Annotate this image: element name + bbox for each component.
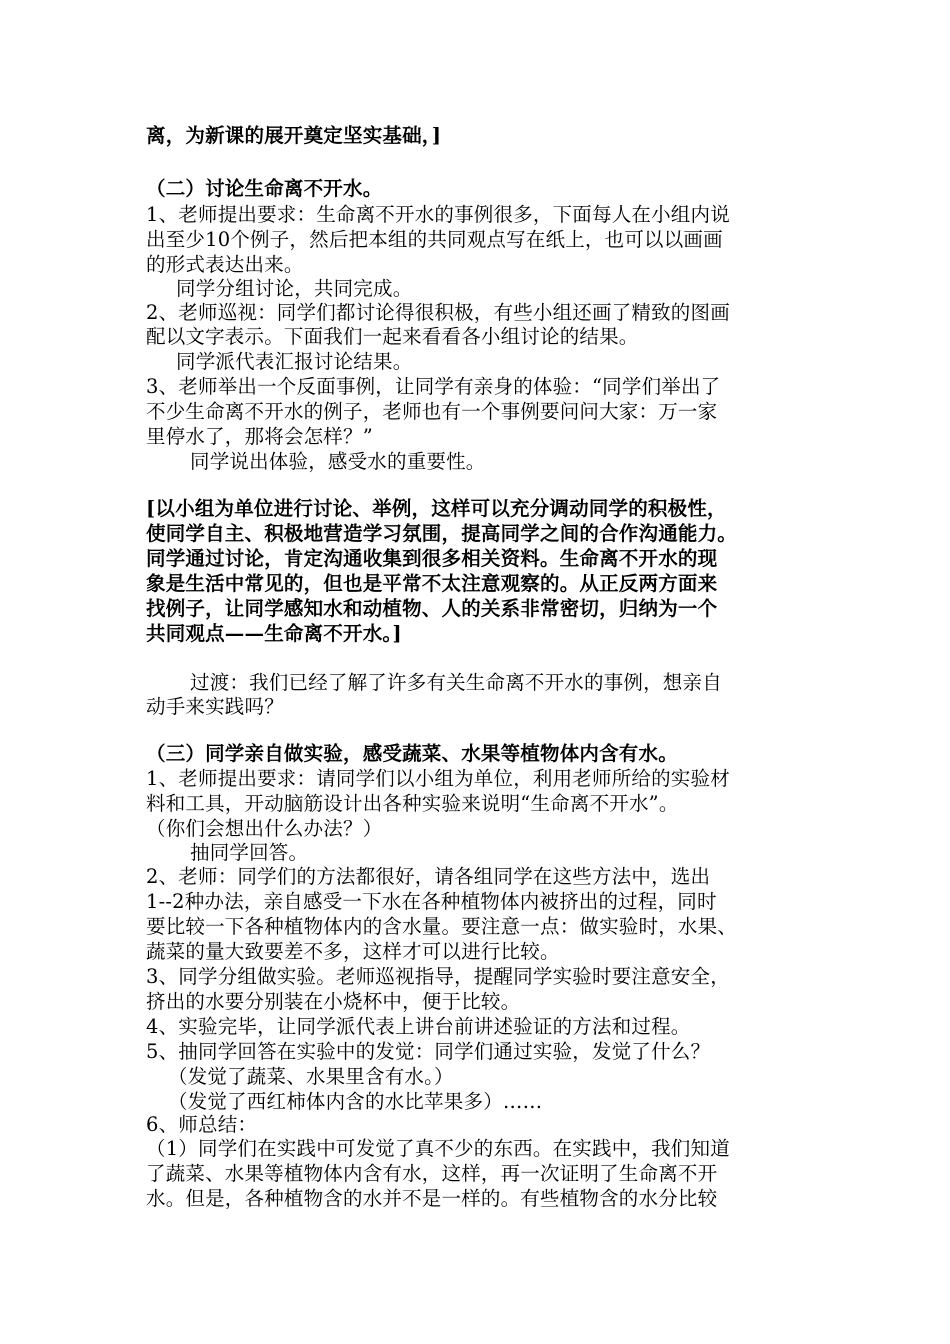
section3-summary-line2: 了蔬菜、水果等植物体内含有水，这样，再一次证明了生命离不开: [146, 1162, 718, 1185]
section2-heading: （二）讨论生命离不开水。: [146, 177, 383, 200]
section3-heading: （三）同学亲自做实验，感受蔬菜、水果等植物体内含有水。: [146, 742, 678, 765]
section3-item2-line4: 蔬菜的量大致要差不多，这样才可以进行比较。: [146, 940, 560, 963]
section3-item4: 4、实验完毕，让同学派代表上讲台前讲述验证的方法和过程。: [146, 1015, 691, 1038]
section3-item2-line1: 2、老师：同学们的方法都很好，请各组同学在这些方法中，选出: [146, 865, 711, 888]
section3-summary-line3: 水。但是，各种植物含的水并不是一样的。有些植物含的水分比较: [146, 1187, 718, 1210]
section3-item5: 5、抽同学回答在实验中的发觉：同学们通过实验，发觉了什么？: [146, 1040, 711, 1063]
section2-item2-line2: 配以文字表示。下面我们一起来看看各小组讨论的结果。: [146, 325, 639, 348]
section2-item3-line2: 不少生命离不开水的例子，老师也有一个事例要问问大家：万一家: [146, 400, 718, 423]
section3-item1-line3: （你们会想出什么办法？）: [146, 817, 383, 840]
section2-transition-line1: 过渡：我们已经了解了许多有关生命离不开水的事例，想亲自: [190, 671, 722, 694]
section2-student1: 同学分组讨论，共同完成。: [176, 277, 413, 300]
section3-answer2: （发觉了西红柿体内含的水比苹果多）……: [168, 1090, 543, 1113]
section3-item1-line1: 1、老师提出要求：请同学们以小组为单位，利用老师所给的实验材: [146, 767, 730, 790]
section2-item3-line3: 里停水了，那将会怎样？”: [146, 425, 373, 448]
section3-item3-line2: 挤出的水要分别装在小烧杯中，便于比较。: [146, 990, 521, 1013]
section2-item1-line2: 出至少10个例子，然后把本组的共同观点写在纸上，也可以以画画: [146, 228, 723, 251]
section2-note-line5: 找例子，让同学感知水和动植物、人的关系非常密切，归纳为一个: [146, 597, 718, 620]
section3-item2-line3: 要比较一下各种植物体内的含水量。要注意一点：做实验时，水果、: [146, 915, 738, 938]
section3-item1-line2: 料和工具，开动脑筋设计出各种实验来说明“生命离不开水”。: [146, 792, 679, 815]
section2-student2: 同学派代表汇报讨论结果。: [176, 350, 413, 373]
section2-transition-line2: 动手来实践吗？: [146, 695, 284, 718]
section3-answer1: （发觉了蔬菜、水果里含有水。）: [168, 1065, 454, 1088]
section2-note-line1: [以小组为单位进行讨论、举例，这样可以充分调动同学的积极性，: [146, 497, 727, 520]
section3-summary-line1: （1）同学们在实践中可发觉了真不少的东西。在实践中，我们知道: [146, 1137, 730, 1160]
section3-student1: 抽同学回答。: [190, 841, 309, 864]
section2-item1-line3: 的形式表达出来。: [146, 253, 304, 276]
section2-item1-line1: 1、老师提出要求：生命离不开水的事例很多，下面每人在小组内说: [146, 203, 730, 226]
section2-item2-line1: 2、老师巡视：同学们都讨论得很积极，有些小组还画了精致的图画: [146, 301, 730, 324]
section2-note-line3: 同学通过讨论，肯定沟通收集到很多相关资料。生命离不开水的现: [146, 547, 718, 570]
section3-item2-line2: 1--2种办法，亲自感受一下水在各种植物体内被挤出的过程，同时: [146, 890, 717, 913]
section2-note-line2: 使同学自主、积极地营造学习氛围，提高同学之间的合作沟通能力。: [146, 522, 738, 545]
section2-item3-line1: 3、老师举出一个反面事例，让同学有亲身的体验：“同学们举出了: [146, 375, 721, 398]
section3-item3-line1: 3、同学分组做实验。老师巡视指导，提醒同学实验时要注意安全，: [146, 965, 730, 988]
section2-note-line6: 共同观点——生命离不开水。]: [146, 622, 402, 645]
intro-line: 离，为新课的展开奠定坚实基础，]: [146, 124, 442, 147]
section2-note-line4: 象是生活中常见的，但也是平常不太注意观察的。从正反两方面来: [146, 572, 718, 595]
section3-item6: 6、师总结：: [146, 1113, 258, 1136]
section2-student3: 同学说出体验，感受水的重要性。: [190, 450, 486, 473]
